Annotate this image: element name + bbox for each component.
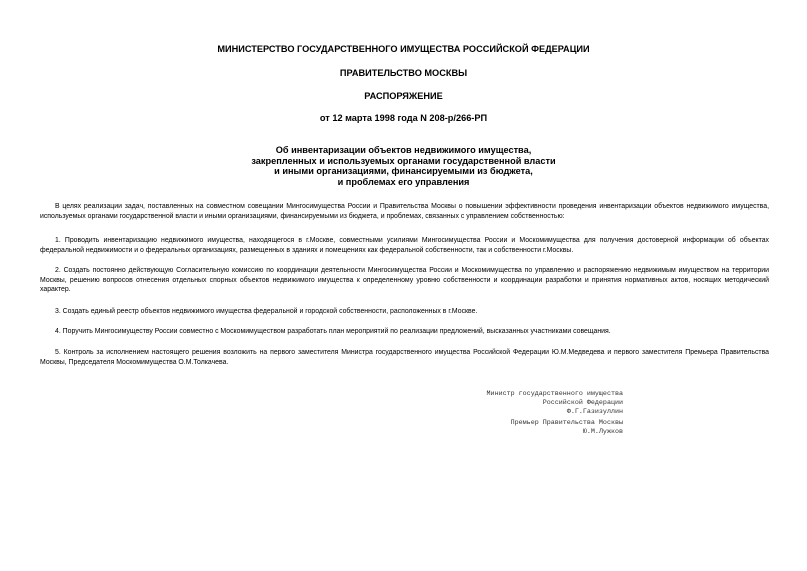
item-paragraph-4: 4. Поручить Мингосимуществу России совместно с Москомимуществом разработать план мероприятий по реализации предложений, высказанных участниками совещания.: [55, 328, 611, 335]
title-line: Об инвентаризации объектов недвижимого имущества,: [275, 145, 532, 155]
item-paragraph-3: 3. Создать единый реестр объектов недвижимого имущества федеральной и городской собственности, расположенных в г.Москве.: [55, 308, 478, 315]
item-paragraph-2: 2. Создать постоянно действующую Согласительную комиссию по координации деятельности Мингосимущества России и Москомимущества по управлению и распоряжению недвижимым имуществом на территории Москвы, решению вопросов отнесения отдельных спорных объектов недвижимого имущества к определенному уровню собственности и координации разработки и принятия нормативных актов, носящих методический характер.: [40, 267, 769, 293]
item-paragraph-1: 1. Проводить инвентаризацию недвижимого имущества, находящегося в г.Москве, совместными усилиями Мингосимущества России и Москомимущества для получения достоверной информации об объектах федеральной недвижимости и о федеральных организациях, размещенных в зданиях и помещениях как федеральной собственности, так и собственности г.Москвы.: [40, 237, 769, 254]
title-line: и иными организациями, финансируемыми из бюджета,: [274, 166, 533, 177]
signature-name: Ф.Г.Газизуллин: [566, 408, 623, 417]
document-type-heading: РАСПОРЯЖЕНИЕ: [364, 91, 443, 101]
signature-premier: [511, 419, 623, 437]
signature-title-line: Премьер Правительства Москвы: [510, 419, 623, 427]
title-line: и проблемах его управления: [337, 176, 470, 187]
signature-title-line: Российской Федерации: [542, 399, 623, 408]
item-paragraph-5: 5. Контроль за исполнением настоящего решения возложить на первого заместителя Министра государственного имущества Российской Федерации Ю.М.Медведева и первого заместителя Премьера Правительства Москвы, Председателя Москомимущества О.М.Толкачева.: [40, 349, 769, 366]
document-date-number: от 12 марта 1998 года N 208-р/266-РП: [319, 113, 488, 123]
document-title: [0, 145, 807, 187]
signature-name: Ю.М.Лужков: [582, 428, 623, 437]
intro-paragraph: В целях реализации задач, поставленных на совместном совещании Мингосимущества России и Правительства Москвы о повышении эффективности проведения инвентаризации объектов недвижимого имущества, используемых органами государственной власти и иными организациями, финансируемыми из бюджета, и проблемах, связанных с управлением собственностью:: [40, 203, 769, 220]
title-line: закрепленных и используемых органами государственной власти: [251, 155, 556, 166]
government-heading: ПРАВИТЕЛЬСТВО МОСКВЫ: [339, 68, 468, 78]
signature-title-line: Министр государственного имущества: [486, 390, 623, 398]
signature-minister: [487, 390, 623, 417]
ministry-heading: МИНИСТЕРСТВО ГОСУДАРСТВЕННОГО ИМУЩЕСТВА РОССИЙСКОЙ ФЕДЕРАЦИИ: [217, 44, 590, 54]
